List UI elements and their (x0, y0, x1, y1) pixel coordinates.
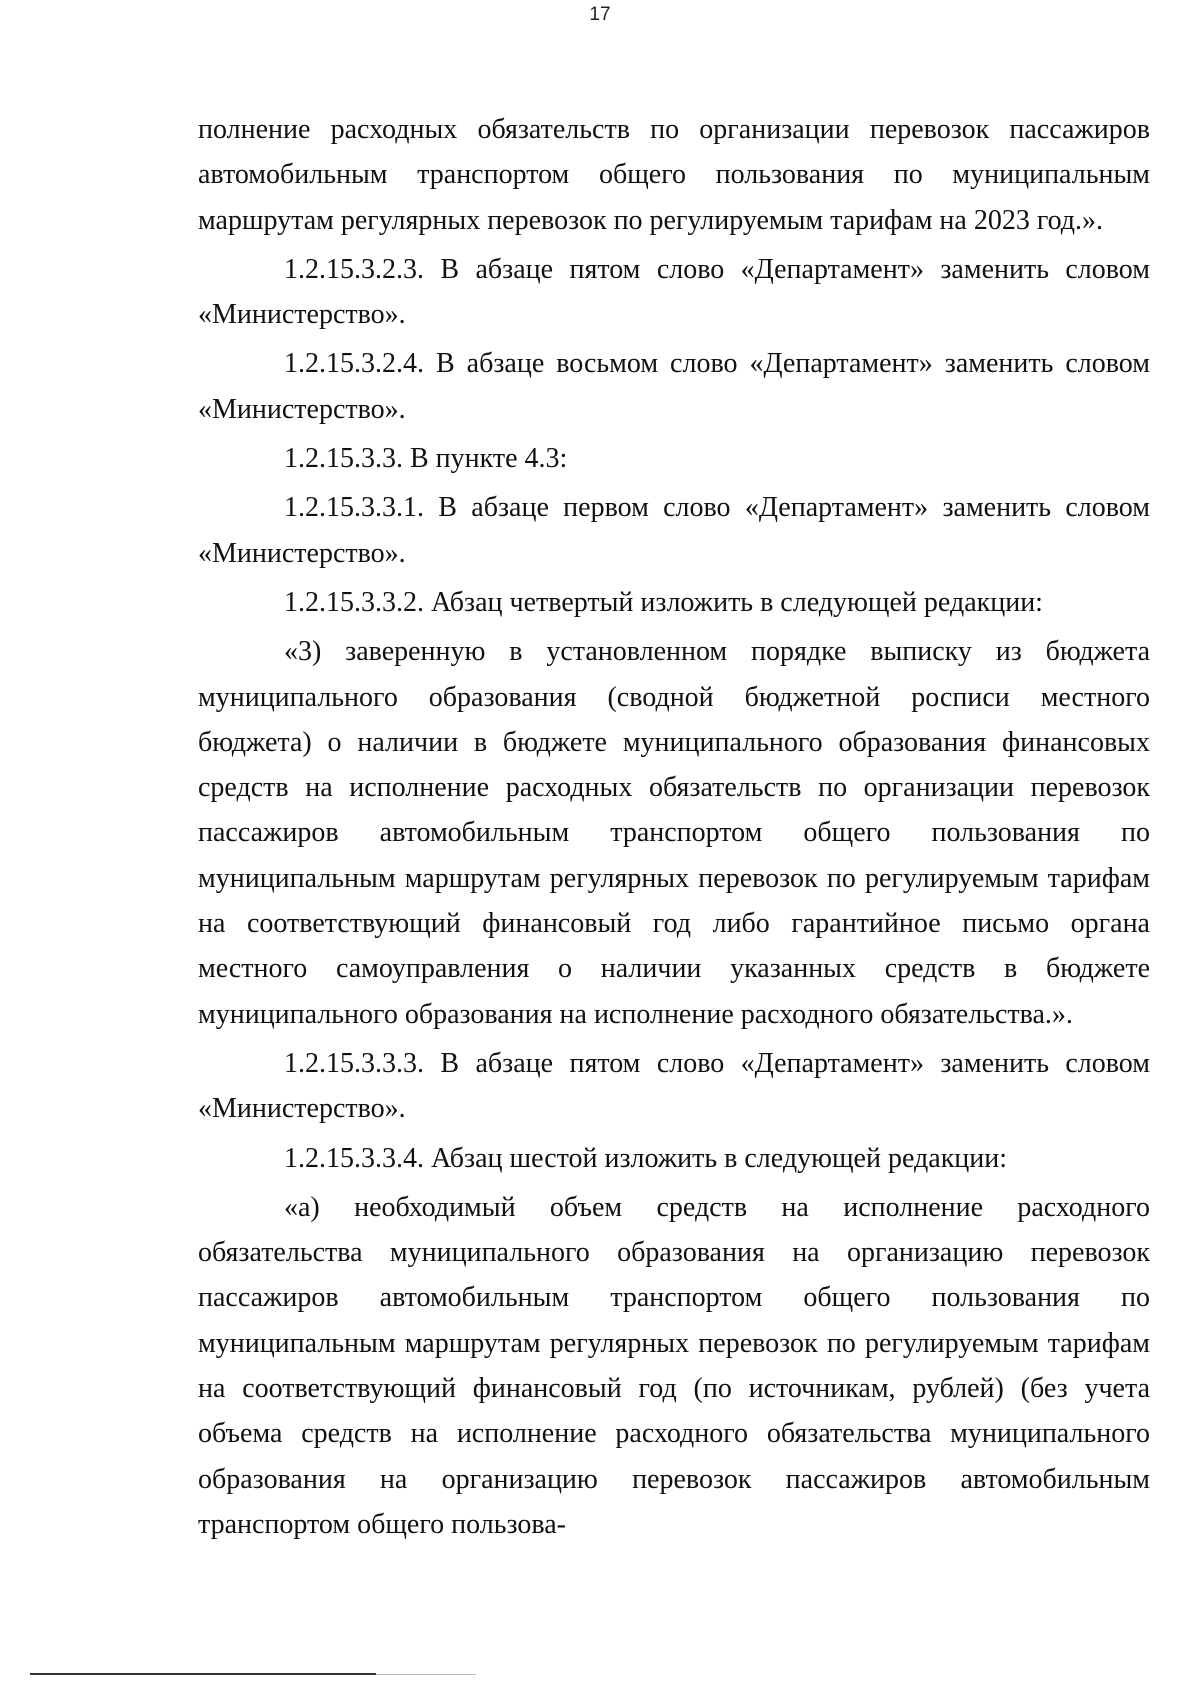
paragraph-1-2-15-3-3-1: 1.2.15.3.3.1. В абзаце первом слово «Департамент» заменить словом «Министерство». (198, 492, 1150, 569)
footer-rule (30, 1673, 376, 1675)
paragraph-continuation: полнение расходных обязательств по организации перевозок пассажиров автомобильным транспортом общего пользования по муниципальным маршрутам регулярных перевозок по регулируемым тарифам на 2023 год.». (198, 114, 1150, 236)
footer-rule-faint (376, 1674, 476, 1675)
paragraph-1-2-15-3-3-2: 1.2.15.3.3.2. Абзац четвертый изложить в следующей редакции: (284, 586, 1043, 618)
paragraph-1-2-15-3-2-3: 1.2.15.3.2.3. В абзаце пятом слово «Департамент» заменить словом «Министерство». (198, 253, 1150, 331)
paragraph-1-2-15-3-3-4: 1.2.15.3.3.4. Абзац шестой изложить в следующей редакции: (284, 1142, 1008, 1174)
paragraph-quoted-item-a: «а) необходимый объем средств на исполнение расходного обязательства муниципального образования на организацию перевозок пассажиров автомобильным транспортом общего пользования по муниципальным маршрутам регулярных перевозок по регулируемым тарифам на соответствующий финансовый год (по источникам, рублей) (без учета объема средств на исполнение расходного обязательства муниципального образования на организацию перевозок пассажиров автомобильным транспортом общего пользова- (198, 1191, 1150, 1540)
paragraph-1-2-15-3-3: 1.2.15.3.3. В пункте 4.3: (284, 443, 568, 475)
paragraph-1-2-15-3-2-4: 1.2.15.3.2.4. В абзаце восьмом слово «Департамент» заменить словом «Министерство». (198, 348, 1150, 425)
paragraph-quoted-item-3: «3) заверенную в установленном порядке выписку из бюджета муниципального образования (сводной бюджетной росписи местного бюджета) о наличии в бюджете муниципального образования финансовых средств на исполнение расходных обязательств по организации перевозок пассажиров автомобильным транспортом общего пользования по муниципальным маршрутам регулярных перевозок по регулируемым тарифам на соответствующий финансовый год либо гарантийное письмо органа местного самоуправления о наличии указанных средств в бюджете муниципального образования на исполнение расходного обязательства.». (198, 636, 1150, 1030)
page-number: 17 (589, 4, 611, 25)
paragraph-1-2-15-3-3-3: 1.2.15.3.3.3. В абзаце пятом слово «Департамент» заменить словом «Министерство». (198, 1047, 1150, 1125)
document-body (198, 107, 1150, 1547)
